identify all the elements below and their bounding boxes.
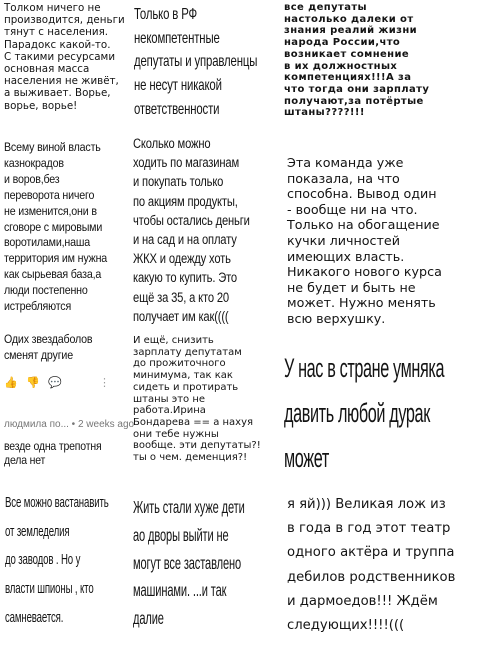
comment-line: знания реалий жизни [284, 25, 418, 37]
comment-line: от земледелия [5, 523, 70, 540]
comment-line: И ещё, снизить [133, 335, 214, 346]
comment-line: возникает сомнение [284, 48, 410, 60]
comment-actions [4, 376, 114, 390]
comment-line: они тебе нужны [133, 428, 219, 440]
comment-line: компетенциях!!!А за [284, 72, 412, 84]
comment-c2-b3 [133, 335, 261, 464]
comment-line: сидеть и протирать [133, 381, 239, 393]
comment-line: следующих!!!!((( [287, 618, 405, 634]
comment-line: и дармоедов!!! Ждём [287, 593, 438, 609]
comment-line: Все можно вастанавить [5, 495, 109, 511]
comment-line: У нас в стране умняка [284, 353, 445, 383]
comment-line: машинами. ...и так [133, 580, 227, 601]
comment-line: сговоре с мировыми [4, 219, 103, 234]
comment-line: казнокрадов [4, 155, 64, 170]
comment-line: кучки личностей [287, 232, 400, 248]
comment-line: и на сад и на оплату [133, 232, 237, 248]
comment-line: все депутаты [284, 2, 367, 13]
comment-c3-b1 [284, 2, 429, 119]
comment-line: Сколько можно [133, 136, 211, 151]
comment-line: Жить стали хуже дети [133, 497, 245, 517]
comment-line: люди постепенно [4, 283, 88, 298]
comment-line: ходить по магазинам [133, 155, 240, 171]
comment-line: населения не живёт, [4, 75, 119, 88]
comment-line: далие [133, 608, 164, 629]
comment-icon[interactable]: 💬 [48, 376, 62, 389]
comment-line: ответственности [134, 100, 220, 118]
comment-line: Только на обогащение [287, 217, 440, 233]
comment-line: С такими ресурсами [4, 50, 116, 63]
comment-c1-b5 [5, 489, 109, 633]
comment-line: основная масса [4, 63, 90, 76]
comment-c2-b1 [134, 3, 257, 122]
comment-line: производится, деньги [4, 14, 125, 27]
comment-line: Только в РФ [134, 6, 198, 23]
comment-line: Никакого нового курса [287, 264, 442, 280]
comment-line: дебилов родственников [287, 569, 456, 585]
comment-line: что тогда они зарплату [284, 83, 430, 95]
comment-line: я яй))) Великая лож из [287, 497, 446, 512]
comment-line: имеющих власть. [287, 248, 405, 264]
comment-line: самневается. [5, 609, 64, 626]
comment-line: Одих звездаболов [4, 332, 93, 346]
comment-line: ещё за 35, а кто 20 [133, 289, 230, 305]
comment-line: истребляются [4, 299, 72, 314]
thumbs-up-icon[interactable]: 👍 [4, 376, 18, 389]
comment-line: как сырьевая база,а [4, 267, 102, 282]
comment-line: не будет и быть не [287, 279, 416, 295]
comment-line: воротилами,наша [4, 235, 91, 250]
comment-line: могут все заставлено [133, 552, 242, 573]
comment-line: территория им нужна [4, 251, 108, 266]
comment-line: настолько далеки от [284, 13, 414, 25]
comment-c2-b2 [133, 134, 250, 326]
comment-line: зарплату депутатам [133, 346, 242, 358]
comment-line: получают,за потёртые [284, 95, 424, 107]
comment-line: до прожиточного [133, 358, 226, 370]
comment-c3-b3 [284, 346, 444, 481]
comment-line: до заводов . Но у [5, 552, 81, 569]
comment-line: - вообще ни на что. [287, 201, 418, 217]
comment-line: в их должностных [284, 60, 398, 72]
comment-line: Эта команда уже [287, 155, 404, 170]
comment-c1-b4 [4, 439, 101, 467]
comment-line: получает им как(((( [133, 308, 229, 324]
comment-line: давить любой дурак [284, 398, 430, 428]
comment-line: сменят другие [4, 347, 73, 362]
comment-line: показала, на что [287, 170, 400, 186]
comment-line: Всему виной власть [4, 140, 101, 154]
comment-line: не изменится,они в [4, 203, 97, 218]
comment-line: минимума, так как [133, 370, 233, 382]
comment-line: Бондарева == а нахуя [133, 416, 254, 428]
comment-line: по акциям продукты, [133, 193, 238, 209]
comment-c1-b1 [4, 2, 125, 112]
comment-line: и покупать только [133, 174, 224, 190]
comment-c3-b2 [287, 155, 442, 327]
comment-line: не несут никакой [134, 77, 222, 95]
thumbs-down-icon[interactable]: 👎 [26, 376, 40, 389]
comment-line: переворота ничего [4, 187, 95, 202]
comment-line: Парадокс какой-то. [4, 38, 111, 51]
comment-line: работа.Ирина [133, 405, 206, 417]
comment-line: может. Нужно менять [287, 295, 436, 311]
comment-line: в года в год этот театр [287, 521, 451, 537]
comment-line: способна. Вывод один [287, 186, 437, 202]
comment-line: всю верхушку. [287, 310, 386, 326]
comment-line: дела нет [4, 453, 46, 468]
comment-line: одного актёра и труппа [287, 545, 455, 561]
comment-author-meta: людмила по... • 2 weeks ago [4, 419, 135, 430]
comment-line: ЖКХ и одежду хоть [133, 251, 231, 267]
comment-line: везде одна трепотня [4, 439, 102, 453]
comment-c2-b4 [133, 494, 245, 633]
comment-line: вообще. эти депутаты?! [133, 440, 261, 452]
more-vertical-icon[interactable]: ⋮ [99, 376, 110, 389]
comment-line: может [284, 443, 329, 473]
comment-c3-b4 [287, 493, 455, 638]
comment-line: чтобы остались деньги [133, 212, 250, 228]
comment-c1-b3 [4, 332, 92, 363]
comment-line: штаны????!!! [284, 107, 365, 119]
comment-line: штаны это не [133, 393, 206, 405]
comment-c1-b2 [4, 140, 107, 315]
comment-line: ты о чем. деменция?! [133, 452, 248, 464]
comment-line: Толком ничего не [4, 2, 101, 14]
comment-line: и воров,без [4, 171, 60, 186]
comment-line: власти шпионы , кто [5, 581, 94, 598]
comment-line: а выживает. Ворье, [4, 87, 111, 100]
comment-line: некомпетентные [134, 29, 220, 47]
comment-line: тянут с населения. [4, 26, 109, 39]
comment-line: какую то купить. Это [133, 270, 238, 286]
comment-line: депутаты и управленцы [134, 53, 258, 71]
comment-line: ворье, ворье! [4, 99, 78, 112]
comment-line: ао дворы выйти не [133, 524, 229, 545]
comment-line: народа России,что [284, 37, 401, 49]
